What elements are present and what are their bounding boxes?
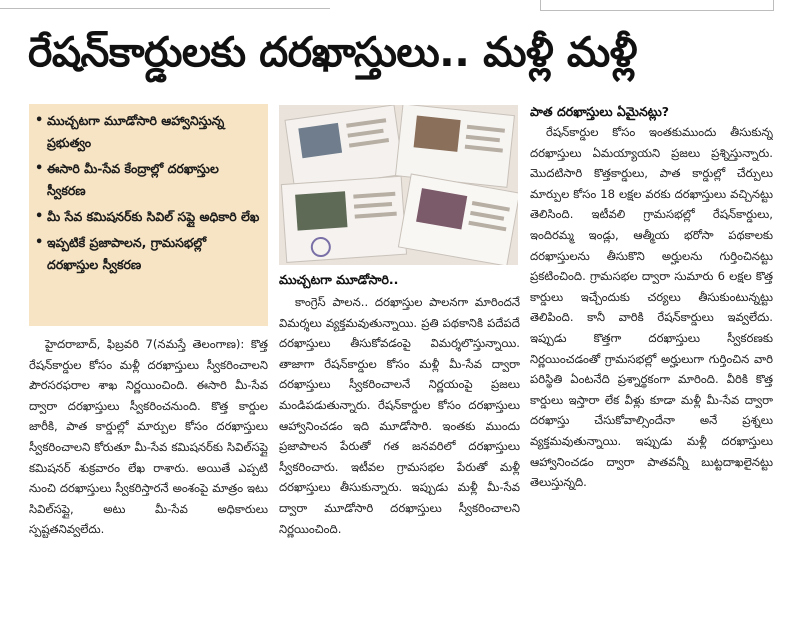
bullet-icon: • [35,209,44,224]
top-box [540,0,774,11]
bullet-icon: • [35,113,44,128]
right-paragraph: రేషన్‌కార్డుల కోసం ఇంతకుముందు తీసుకున్న దరఖాస్తులు ఏమయ్యాయని ప్రజలు ప్రశ్నిస్తున్నారు. మొదటిసారి కొత్తకార్డులు, పాత కార్డుల్లో చేర్పులు మార్పుల కోసం 18 లక్షల వరకు దరఖాస్తులు వచ్చినట్టు తెలిసింది. ఇటీవలి గ్రామసభల్లో రేషన్‌కార్డులు, ఇందిరమ్మ ఇండ్లు, ఆత్మీయ భరోసా పథకాలకు దరఖాస్తులను తీసుకొని అర్హులను గుర్తించినట్టు ప్రకటించింది. గ్రామసభల ద్వారా సుమారు 6 లక్షల కొత్త కార్డులు ఇచ్చేందుకు చర్యలు తీసుకుంటున్నట్టు తెలిపింది. కానీ వారికి రేషన్‌కార్డులు ఇవ్వలేదు. ఇప్పుడు కొత్తగా దరఖాస్తులు స్వీకరణకు నిర్ణయించడంతో గ్రామసభల్లో అర్హులుగా గుర్తించిన వారి పరిస్థితి ఏంటనేది ప్రశ్నార్థకంగా మారింది. వీరికి కొత్త కార్డులు ఇస్తారా లేక వీళ్లు కూడా మళ్లీ మీ-సేవ ద్వారా దరఖాస్తు చేసుకోవాల్సిందేనా అనే ప్రశ్నలు వ్యక్తమవుతున్నాయి. ఇప్పుడు మళ్లీ దరఖాస్తులు ఆహ్వానించడం ద్వారా పాతవన్నీ బుట్టదాఖలైనట్టు తెలుస్తున్నది. [530,125,773,490]
column-mid-text: కాంగ్రెస్ పాలన.. దరఖాస్తుల పాలనగా మారిందనే విమర్శలు వ్యక్తమవుతున్నాయి. ప్రతి పథకానికి పదేపదే దరఖాస్తులు తీసుకోవడంపై విమర్శలొస్తున్నాయి. తాజాగా రేషన్‌కార్డుల కోసం మళ్లీ మీ-సేవ ద్వారా దరఖాస్తులు స్వీకరించాలనే నిర్ణయంపై ప్రజలు మండిపడుతున్నారు. రేషన్‌కార్డుల కోసం దరఖాస్తులు ఆహ్వానించడం ఇది మూడోసారి. ఇంతకు ముందు ప్రజాపాలన పేరుతో గత జనవరిలో దరఖాస్తులు స్వీకరించారు. ఇటీవల గ్రామసభల పేరుతో మళ్లీ దరఖాస్తులు తీసుకున్నారు. ఇప్పుడు మళ్లీ మీ-సేవ ద్వారా మూడోసారి దరఖాస్తులు స్వీకరించాలని నిర్ణయించింది. [279,295,520,536]
highlight-item: • ముచ్చటగా మూడోసారి ఆహ్వానిస్తున్న ప్రభుత్వం [47,110,260,154]
bullet-icon: • [35,235,44,250]
highlight-item: • ఇప్పటికే ప్రజాపాలన, గ్రామసభల్లో దరఖాస్తుల స్వీకరణ [47,232,260,276]
column-left-text: హైదరాబాద్, ఫిబ్రవరి 7(నమస్తే తెలంగాణ): కొత్త రేషన్‌కార్డుల కోసం మళ్లీ దరఖాస్తులు స్వీకరించాలని పౌరసరఫరాల శాఖ నిర్ణయించింది. ఈసారి మీ-సేవ ద్వారా దరఖాస్తులు స్వీకరించనుంది. కొత్త కార్డుల జారీకి, పాత కార్డుల్లో మార్పుల కోసం దరఖాస్తులు స్వీకరించాలని కోరుతూ మీ-సేవ కమిషనర్‌కు సివిల్‌సప్లై కమిషనర్ శుక్రవారం లేఖ రాశారు. అయితే ఎప్పటి నుంచి దరఖాస్తులు స్వీకరిస్తారనే అంశంపై మాత్రం ఇటు సివిల్‌సప్లై, అటు మీ-సేవ అధికారులు స్పష్టతనివ్వలేదు. [29,337,268,537]
ration-card-applications-photo [279,105,518,265]
bullet-icon: • [35,161,44,176]
highlight-item: • ఈసారి మీ-సేవ కేంద్రాల్లో దరఖాస్తుల స్వీకరణ [47,158,260,202]
right-subheading: పాత దరఖాస్తులు ఏమైనట్లు? [530,104,670,119]
mid-subheading: ముచ్చటగా మూడోసారి.. [279,272,399,287]
photo-illustration [279,105,518,265]
article-headline: రేషన్‌కార్డులకు దరఖాస్తులు.. మళ్లీ మళ్లీ [28,28,637,76]
column-right-text [530,122,773,580]
highlights-box [29,104,268,326]
top-rule [0,0,330,9]
highlight-item: • మీ సేవ కమిషనర్‌కు సివిల్ సప్లై అధికారి లేఖ [47,206,260,228]
